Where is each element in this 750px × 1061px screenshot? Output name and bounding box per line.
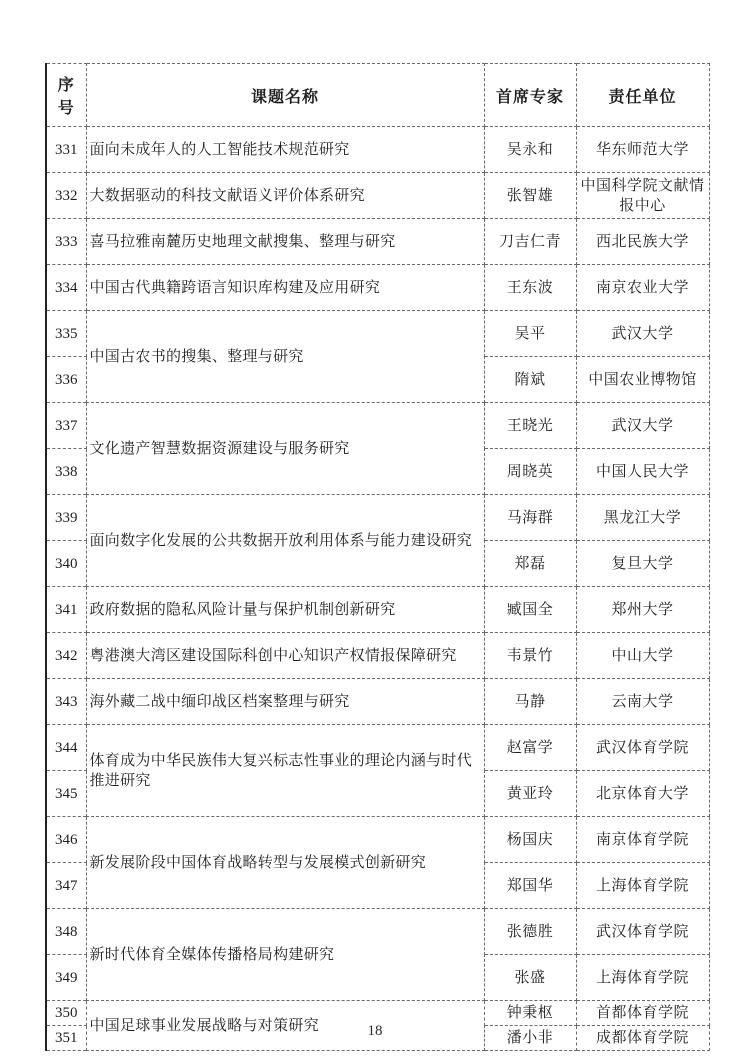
row-no-cell: 349: [46, 955, 86, 1001]
row-no-cell: 338: [46, 449, 86, 495]
row-no-cell: 339: [46, 495, 86, 541]
row-no-cell: 333: [46, 219, 86, 265]
table-row: [46, 265, 709, 311]
unit-cell: 成都体育学院: [576, 1026, 709, 1051]
table-row: [46, 403, 709, 449]
project-title-cell: 政府数据的隐私风险计量与保护机制创新研究: [86, 587, 484, 633]
row-no-cell: 346: [46, 817, 86, 863]
project-title-cell: 面向未成年人的人工智能技术规范研究: [86, 127, 484, 173]
row-no-cell: 351: [46, 1026, 86, 1051]
project-title-cell: 中国古代典籍跨语言知识库构建及应用研究: [86, 265, 484, 311]
unit-cell: 上海体育学院: [576, 955, 709, 1001]
expert-cell: 吴平: [484, 311, 576, 357]
unit-cell: 武汉体育学院: [576, 909, 709, 955]
unit-cell: 南京体育学院: [576, 817, 709, 863]
expert-cell: 马静: [484, 679, 576, 725]
row-no-cell: 334: [46, 265, 86, 311]
row-no-cell: 342: [46, 633, 86, 679]
unit-cell: 中国科学院文献情报中心: [576, 173, 709, 219]
table-row: [46, 311, 709, 357]
expert-cell: 韦景竹: [484, 633, 576, 679]
project-title-cell: 大数据驱动的科技文献语义评价体系研究: [86, 173, 484, 219]
expert-cell: 张德胜: [484, 909, 576, 955]
expert-cell: 张智雄: [484, 173, 576, 219]
row-no-cell: 348: [46, 909, 86, 955]
page-number: 18: [367, 1023, 383, 1039]
expert-cell: 马海群: [484, 495, 576, 541]
project-title-cell: 体育成为中华民族伟大复兴标志性事业的理论内涵与时代推进研究: [86, 725, 484, 817]
header-title: 课题名称: [86, 64, 484, 127]
expert-cell: 刀吉仁青: [484, 219, 576, 265]
expert-cell: 潘小非: [484, 1026, 576, 1051]
row-no-cell: 347: [46, 863, 86, 909]
table-row: [46, 127, 709, 173]
unit-cell: 北京体育大学: [576, 771, 709, 817]
row-no-cell: 341: [46, 587, 86, 633]
unit-cell: 上海体育学院: [576, 863, 709, 909]
row-no-cell: 344: [46, 725, 86, 771]
row-no-cell: 335: [46, 311, 86, 357]
expert-cell: 赵富学: [484, 725, 576, 771]
table-row: [46, 909, 709, 955]
projects-table: [45, 63, 710, 1051]
unit-cell: 中国农业博物馆: [576, 357, 709, 403]
unit-cell: 西北民族大学: [576, 219, 709, 265]
row-no-cell: 340: [46, 541, 86, 587]
row-no-cell: 337: [46, 403, 86, 449]
row-no-cell: 336: [46, 357, 86, 403]
table-row: [46, 633, 709, 679]
table-row: [46, 679, 709, 725]
expert-cell: 杨国庆: [484, 817, 576, 863]
table-row: [46, 173, 709, 219]
project-title-cell: 海外藏二战中缅印战区档案整理与研究: [86, 679, 484, 725]
project-title-cell: 喜马拉雅南麓历史地理文献搜集、整理与研究: [86, 219, 484, 265]
expert-cell: 黄亚玲: [484, 771, 576, 817]
expert-cell: 郑磊: [484, 541, 576, 587]
unit-cell: 南京农业大学: [576, 265, 709, 311]
table-row: [46, 725, 709, 771]
unit-cell: 中国人民大学: [576, 449, 709, 495]
expert-cell: 吴永和: [484, 127, 576, 173]
unit-cell: 武汉大学: [576, 403, 709, 449]
table-row: [46, 1001, 709, 1026]
expert-cell: 王东波: [484, 265, 576, 311]
unit-cell: 华东师范大学: [576, 127, 709, 173]
project-title-cell: 文化遗产智慧数据资源建设与服务研究: [86, 403, 484, 495]
row-no-cell: 345: [46, 771, 86, 817]
unit-cell: 武汉大学: [576, 311, 709, 357]
table-body: [46, 127, 709, 1051]
project-title-cell: 粤港澳大湾区建设国际科创中心知识产权情报保障研究: [86, 633, 484, 679]
project-title-cell: 中国足球事业发展战略与对策研究: [86, 1001, 484, 1051]
row-no-cell: 331: [46, 127, 86, 173]
row-no-cell: 350: [46, 1001, 86, 1026]
unit-cell: 武汉体育学院: [576, 725, 709, 771]
expert-cell: 周晓英: [484, 449, 576, 495]
project-title-cell: 面向数字化发展的公共数据开放利用体系与能力建设研究: [86, 495, 484, 587]
expert-cell: 隋斌: [484, 357, 576, 403]
expert-cell: 张盛: [484, 955, 576, 1001]
unit-cell: 中山大学: [576, 633, 709, 679]
expert-cell: 臧国全: [484, 587, 576, 633]
expert-cell: 王晓光: [484, 403, 576, 449]
expert-cell: 钟秉枢: [484, 1001, 576, 1026]
project-title-cell: 新发展阶段中国体育战略转型与发展模式创新研究: [86, 817, 484, 909]
project-title-cell: 中国古农书的搜集、整理与研究: [86, 311, 484, 403]
header-unit: 责任单位: [576, 64, 709, 127]
unit-cell: 云南大学: [576, 679, 709, 725]
expert-cell: 郑国华: [484, 863, 576, 909]
header-row: [46, 64, 709, 127]
table-row: [46, 219, 709, 265]
header-expert: 首席专家: [484, 64, 576, 127]
project-title-cell: 新时代体育全媒体传播格局构建研究: [86, 909, 484, 1001]
unit-cell: 首都体育学院: [576, 1001, 709, 1026]
row-no-cell: 343: [46, 679, 86, 725]
row-no-cell: 332: [46, 173, 86, 219]
unit-cell: 黑龙江大学: [576, 495, 709, 541]
unit-cell: 郑州大学: [576, 587, 709, 633]
table-row: [46, 587, 709, 633]
unit-cell: 复旦大学: [576, 541, 709, 587]
header-no: 序号: [46, 64, 86, 127]
table-row: [46, 495, 709, 541]
table-row: [46, 817, 709, 863]
